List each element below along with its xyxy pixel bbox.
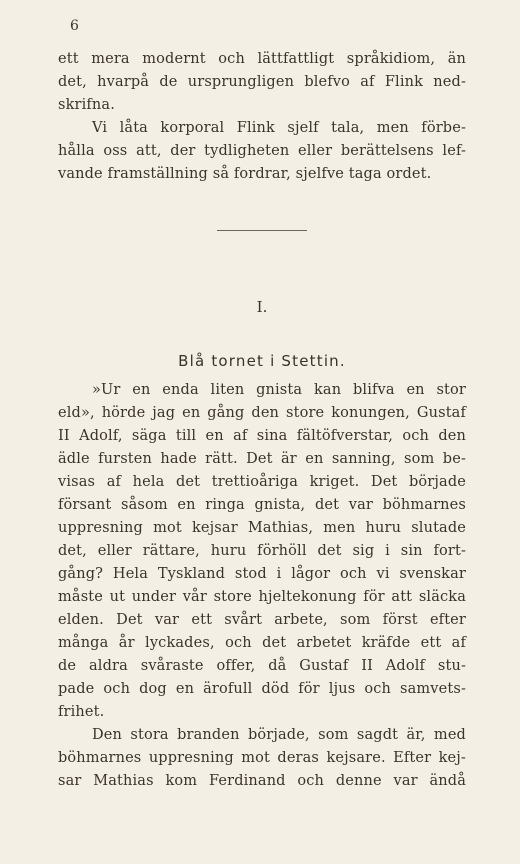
intro-paragraph-continued <box>58 48 466 117</box>
chapter-numeral: I. <box>256 298 268 316</box>
text-line: frihet. <box>58 704 105 720</box>
text-line: »Ur en enda liten gnista kan blifva en stor <box>92 382 466 398</box>
text-line: många år lyckades, och det arbetet kräfde ett af <box>58 635 466 651</box>
section-divider <box>217 230 307 231</box>
text-line: elden. Det var ett svårt arbete, som först efter <box>58 612 466 628</box>
text-line: visas af hela det trettioåriga kriget. Det började <box>58 474 466 490</box>
text-line: hålla oss att, der tydligheten eller berättelsens lef- <box>58 143 466 159</box>
text-line: böhmarnes uppresning mot deras kejsare. Efter kej- <box>58 750 466 766</box>
page-body <box>58 48 466 793</box>
chapter-title: Blå tornet i Stettin. <box>178 352 346 370</box>
text-line: de aldra svåraste offer, då Gustaf II Adolf stu- <box>58 658 466 674</box>
text-line: det, hvarpå de ursprungligen blefvo af Flink ned- <box>58 74 466 90</box>
text-line: ett mera modernt och lättfattligt språkidiom, än <box>58 51 466 67</box>
text-line: Vi låta korporal Flink sjelf tala, men förbe- <box>92 120 466 136</box>
text-line: försant såsom en ringa gnista, det var böhmarnes <box>58 497 466 513</box>
text-line: det, eller rättare, huru förhöll det sig i sin fort- <box>58 543 466 559</box>
text-line: Den stora branden började, som sagdt är, med <box>92 727 466 743</box>
body-paragraph <box>58 724 466 793</box>
body-paragraph <box>58 379 466 724</box>
text-line: måste ut under vår store hjeltekonung för att släcka <box>58 589 466 605</box>
text-line: pade och dog en ärofull död för ljus och samvets- <box>58 681 466 697</box>
text-line: ädle fursten hade rätt. Det är en sanning, som be- <box>58 451 466 467</box>
text-line: vande framställning så fordrar, sjelfve taga ordet. <box>58 166 432 182</box>
text-line: gång? Hela Tyskland stod i lågor och vi svenskar <box>58 566 466 582</box>
text-line: eld», hörde jag en gång den store konungen, Gustaf <box>58 405 466 421</box>
page-number: 6 <box>70 18 80 34</box>
text-line: sar Mathias kom Ferdinand och denne var ändå <box>58 773 466 789</box>
text-line: skrifna. <box>58 97 115 113</box>
intro-paragraph <box>58 117 466 186</box>
text-line: uppresning mot kejsar Mathias, men huru slutade <box>58 520 466 536</box>
text-line: II Adolf, säga till en af sina fältöfverstar, och den <box>58 428 466 444</box>
